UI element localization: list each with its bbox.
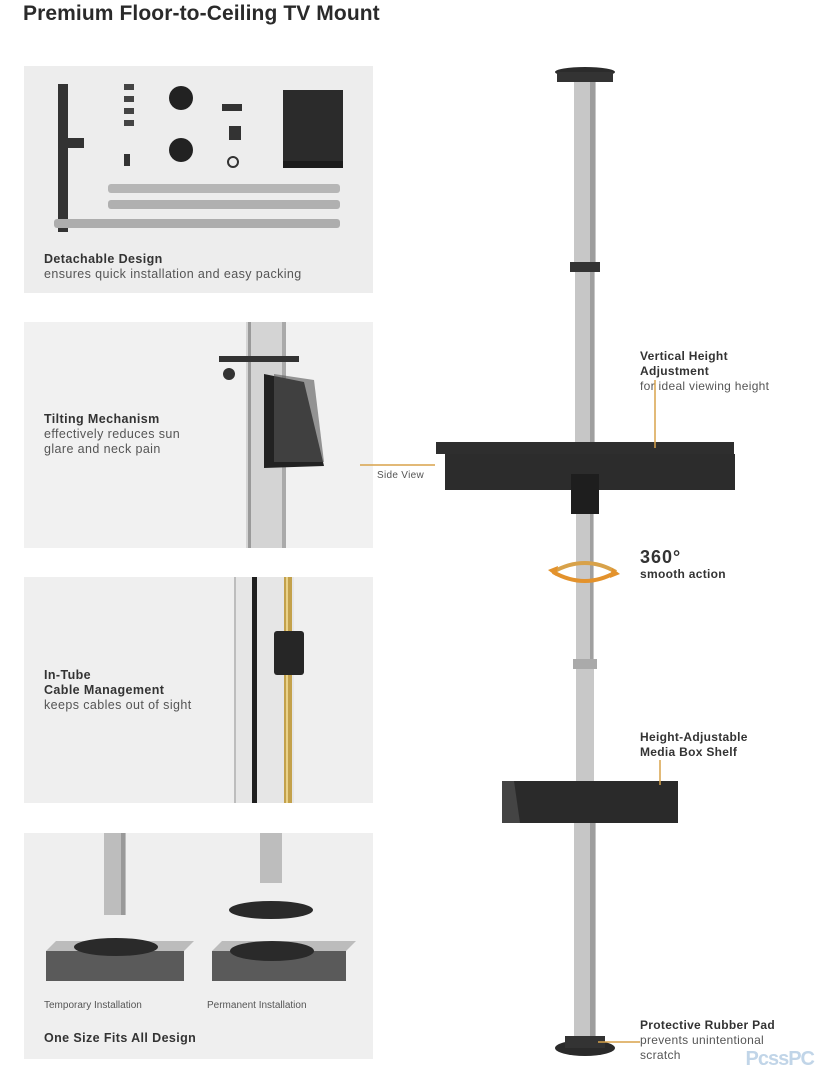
caption-heading: Detachable Design [44,252,163,266]
page-title: Premium Floor-to-Ceiling TV Mount [23,2,380,25]
label-body: for ideal viewing height [640,379,770,393]
caption-body: keeps cables out of sight [44,698,192,712]
label-body-line2: scratch [640,1048,681,1062]
caption-heading: One Size Fits All Design [44,1031,197,1045]
label-heading: Protective Rubber Pad [640,1018,776,1032]
label-heading-line1: Height-Adjustable [640,730,748,744]
caption-heading: Tilting Mechanism [44,412,160,426]
label-body-line1: prevents unintentional [640,1033,765,1047]
caption-body: ensures quick installation and easy packing [44,267,302,281]
rotation-body: smooth action [640,567,726,581]
label-heading-line1: Vertical Height [640,349,728,363]
permanent-installation-label: Permanent Installation [207,1000,307,1011]
label-vertical-height [640,349,769,394]
caption-heading-line1: In-Tube [44,668,92,682]
label-heading-line2: Adjustment [640,364,709,378]
caption-body-line1: effectively reduces sun [44,427,181,441]
label-heading-line2: Media Box Shelf [640,745,738,759]
caption-body-line2: glare and neck pain [44,442,161,456]
watermark-logo: PcssPC [745,1048,814,1070]
label-rotation [640,547,726,582]
temporary-installation-label: Temporary Installation [44,1000,142,1011]
caption-heading-line2: Cable Management [44,683,165,697]
rotation-value: 360° [640,547,682,567]
side-view-label: Side View [377,470,424,481]
label-media-shelf [640,730,748,760]
